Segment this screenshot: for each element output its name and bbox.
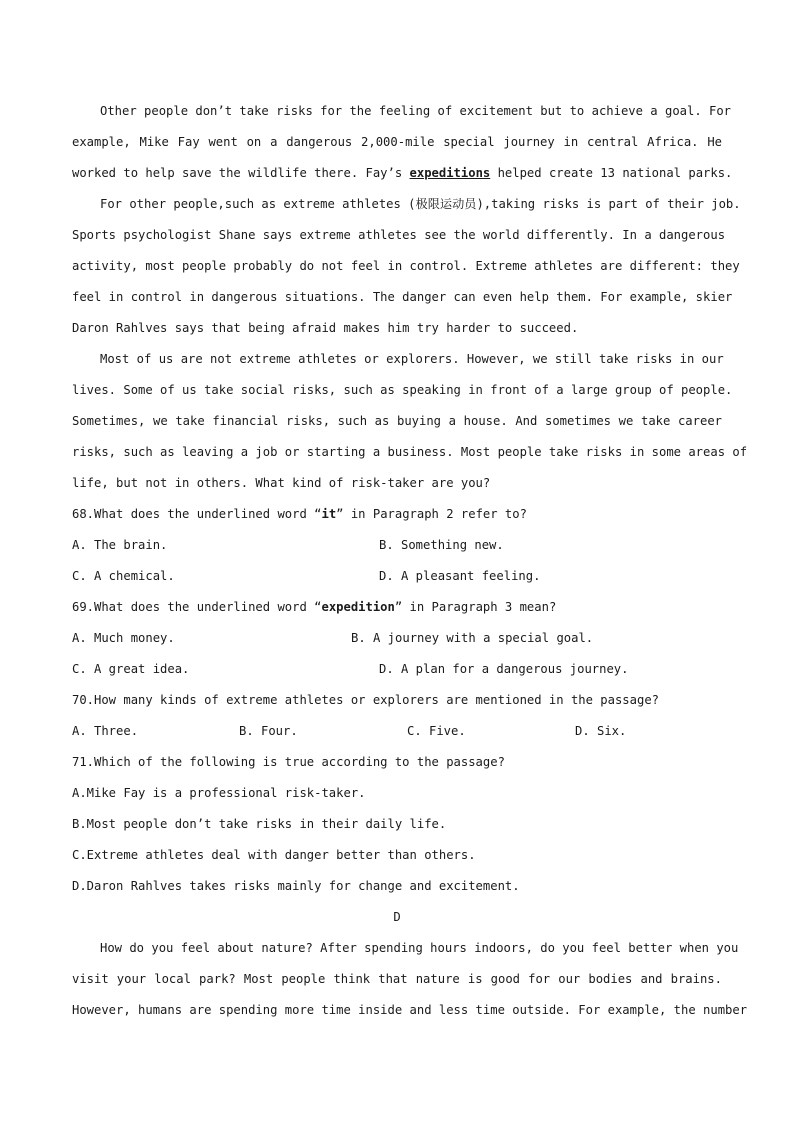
text-line <box>72 158 733 189</box>
question-69 <box>72 592 722 685</box>
text-line: activity, most people probably do not feel in control. Extreme athletes are different: they <box>72 259 740 273</box>
option-a: A. Much money. <box>72 631 175 645</box>
question-68 <box>72 499 722 592</box>
option-b: B.Most people don’t take risks in their daily life. <box>72 817 447 831</box>
option-b: B. Something new. <box>379 538 504 552</box>
text-line: life, but not in others. What kind of risk-taker are you? <box>72 476 491 490</box>
text-line: feel in control in dangerous situations. The danger can even help them. For example, skier <box>72 290 733 304</box>
text-run: ” in Paragraph 3 mean? <box>394 600 557 614</box>
option-a: A.Mike Fay is a professional risk-taker. <box>72 786 366 800</box>
text-run: 68.What does the underlined word “ <box>72 507 322 521</box>
paragraph-1 <box>72 96 733 189</box>
quoted-word: it <box>321 507 337 521</box>
text-line: Other people don’t take risks for the feeling of excitement but to achieve a goal. For <box>100 104 732 118</box>
text-line: Sports psychologist Shane says extreme athletes see the world differently. In a dangerous <box>72 228 726 242</box>
question-stem <box>72 592 722 623</box>
question-stem: 70.How many kinds of extreme athletes or explorers are mentioned in the passage? <box>72 693 659 707</box>
option-b: B. Four. <box>239 724 298 738</box>
options-row <box>72 654 722 685</box>
options-row <box>72 561 722 592</box>
option-c: C. A great idea. <box>72 662 190 676</box>
underlined-word-expeditions: expeditions <box>409 166 491 180</box>
section-heading: D <box>393 910 401 924</box>
option-c: C. A chemical. <box>72 569 175 583</box>
quoted-word: expedition <box>321 600 395 614</box>
options-row <box>72 623 722 654</box>
option-a: A. The brain. <box>72 538 168 552</box>
text-line: example, Mike Fay went on a dangerous 2,000-mile special journey in central Africa. He <box>72 135 722 149</box>
question-70 <box>72 685 722 747</box>
option-a: A. Three. <box>72 724 139 738</box>
text-run: 69.What does the underlined word “ <box>72 600 322 614</box>
text-run: worked to help save the wildlife there. Fay’s <box>72 166 410 180</box>
question-71 <box>72 747 722 902</box>
text-line: lives. Some of us take social risks, such as speaking in front of a large group of people. <box>72 383 733 397</box>
text-line: Daron Rahlves says that being afraid makes him try harder to succeed. <box>72 321 579 335</box>
text-line: Sometimes, we take financial risks, such as buying a house. And sometimes we take career <box>72 414 722 428</box>
text-run: ” in Paragraph 2 refer to? <box>336 507 527 521</box>
option-d: D. Six. <box>575 724 627 738</box>
question-stem: 71.Which of the following is true according to the passage? <box>72 755 505 769</box>
options-row <box>72 716 722 747</box>
text-line: Most of us are not extreme athletes or explorers. However, we still take risks in our <box>100 352 724 366</box>
question-stem <box>72 499 722 530</box>
option-d: D. A plan for a dangerous journey. <box>379 662 629 676</box>
text-line: How do you feel about nature? After spending hours indoors, do you feel better when you <box>100 941 739 955</box>
option-d: D.Daron Rahlves takes risks mainly for change and excitement. <box>72 879 520 893</box>
text-line: visit your local park? Most people think that nature is good for our bodies and brains. <box>72 972 722 986</box>
option-c: C.Extreme athletes deal with danger better than others. <box>72 848 476 862</box>
option-d: D. A pleasant feeling. <box>379 569 541 583</box>
paragraph-3 <box>72 344 748 499</box>
document-page <box>72 96 748 1026</box>
options-row <box>72 530 722 561</box>
text-run: helped create 13 national parks. <box>490 166 733 180</box>
option-c: C. Five. <box>407 724 466 738</box>
text-line: However, humans are spending more time inside and less time outside. For example, the number <box>72 1003 748 1017</box>
option-b: B. A journey with a special goal. <box>351 631 594 645</box>
text-line: risks, such as leaving a job or starting a business. Most people take risks in some areas of <box>72 445 748 459</box>
paragraph-2 <box>72 189 741 344</box>
text-line: For other people,such as extreme athletes (极限运动员),taking risks is part of their job. <box>100 197 741 211</box>
section-d <box>72 902 748 1026</box>
